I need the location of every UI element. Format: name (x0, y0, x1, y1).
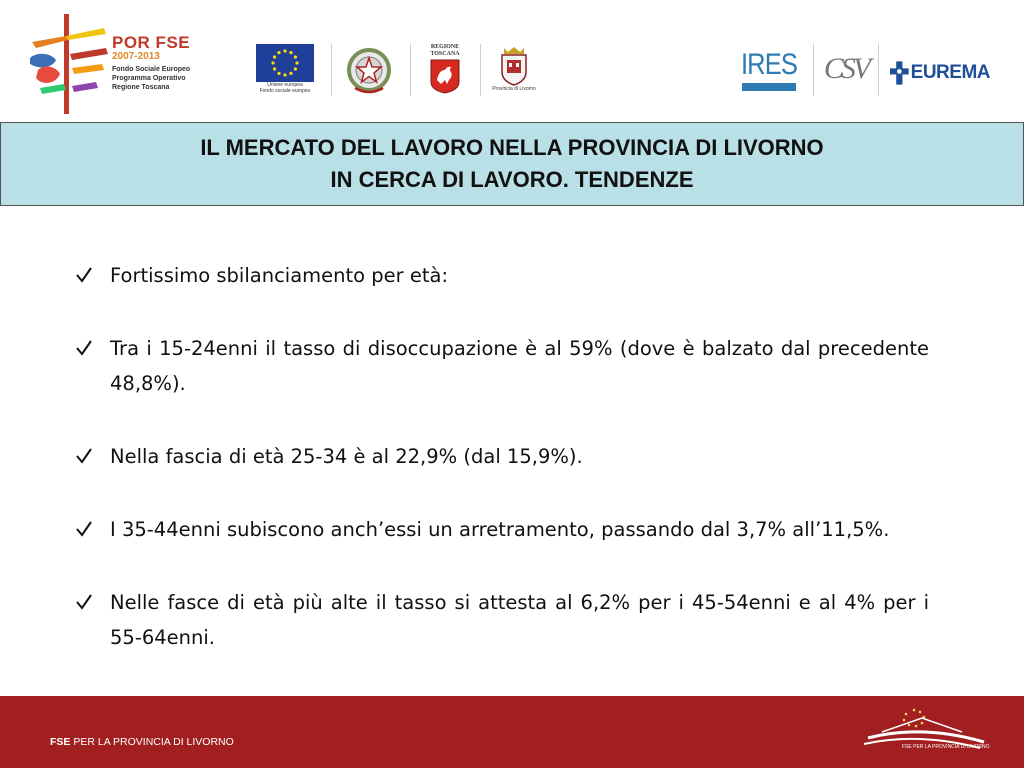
fse-livorno-logo-icon (862, 702, 990, 762)
logo-divider (410, 44, 411, 96)
slide-title-line-1: IL MERCATO DEL LAVORO NELLA PROVINCIA DI LIVORNO (200, 135, 824, 160)
por-fse-years: 2007-2013 (112, 51, 160, 62)
logo-divider (813, 44, 814, 96)
toscana-caption-1: REGIONE (430, 44, 460, 50)
footer-province: PER LA PROVINCIA DI LIVORNO (73, 736, 234, 748)
checkmark-icon (75, 447, 93, 465)
logo-divider (878, 44, 879, 96)
eurema-logo (890, 58, 990, 88)
csv-logo (823, 46, 869, 92)
bullet-text: Nelle fasce di età più alte il tasso si attesta al 6,2% per i 45-54enni e al 4% per i 55-64enni. (110, 591, 929, 649)
livorno-crest-icon (498, 44, 530, 86)
ires-logo (738, 50, 800, 91)
header-logos (0, 0, 1024, 122)
livorno-caption: Provincia di Livorno (492, 86, 536, 92)
eurema-cross-icon (890, 58, 909, 88)
bullet-item (75, 331, 929, 401)
bullet-text: I 35-44enni subiscono anch’essi un arretramento, passando dal 3,7% all’11,5%. (110, 518, 890, 541)
logo-divider (331, 44, 332, 96)
bullet-item (75, 258, 929, 293)
footer-fse: FSE (50, 736, 71, 748)
regione-toscana-logo (425, 44, 465, 94)
ires-logo-bar (742, 83, 796, 91)
bullet-text: Tra i 15-24enni il tasso di disoccupazione è al 59% (dove è balzato dal precedente 48,8%). (110, 337, 929, 395)
por-fse-line-3: Regione Toscana (112, 84, 170, 91)
slide-title-line-2: IN CERCA DI LAVORO. TENDENZE (330, 167, 694, 192)
pegasus-shield-icon (429, 58, 461, 94)
eurema-logo-text: EUREMA (910, 62, 990, 83)
logo-divider (480, 44, 481, 96)
bullet-text: Nella fascia di età 25-34 è al 22,9% (dal 15,9%). (110, 445, 583, 468)
republic-star-icon (345, 46, 393, 96)
toscana-caption-2: TOSCANA (430, 51, 460, 57)
checkmark-icon (75, 339, 93, 357)
footer-logo-caption: FSE PER LA PROVINCIA DI LIVORNO (902, 744, 990, 750)
por-fse-mark-icon (26, 14, 112, 114)
por-fse-logo (26, 14, 216, 114)
por-fse-line-1: Fondo Sociale Europeo (112, 66, 191, 73)
por-fse-line-2: Programma Operativo (112, 75, 186, 82)
checkmark-icon (75, 593, 93, 611)
slide-title (0, 122, 1024, 206)
eu-caption-2: Fondo sociale europeo (259, 88, 311, 94)
bullet-item (75, 439, 929, 474)
bullet-item (75, 585, 929, 655)
checkmark-icon (75, 520, 93, 538)
bullet-list (75, 258, 929, 655)
footer-label (50, 736, 234, 748)
csv-logo-text: CSV (823, 52, 869, 85)
eu-caption-1: Unione europea (267, 82, 303, 88)
provincia-livorno-logo (493, 44, 535, 92)
ires-logo-text: IRES (740, 48, 798, 81)
bullet-item (75, 512, 929, 547)
eu-flag-icon (256, 44, 314, 82)
checkmark-icon (75, 266, 93, 284)
bullet-text: Fortissimo sbilanciamento per età: (110, 264, 449, 287)
footer-bar (0, 696, 1024, 768)
italian-republic-emblem (344, 46, 394, 96)
por-fse-title: POR FSE (112, 33, 191, 52)
eu-logo (254, 44, 316, 94)
